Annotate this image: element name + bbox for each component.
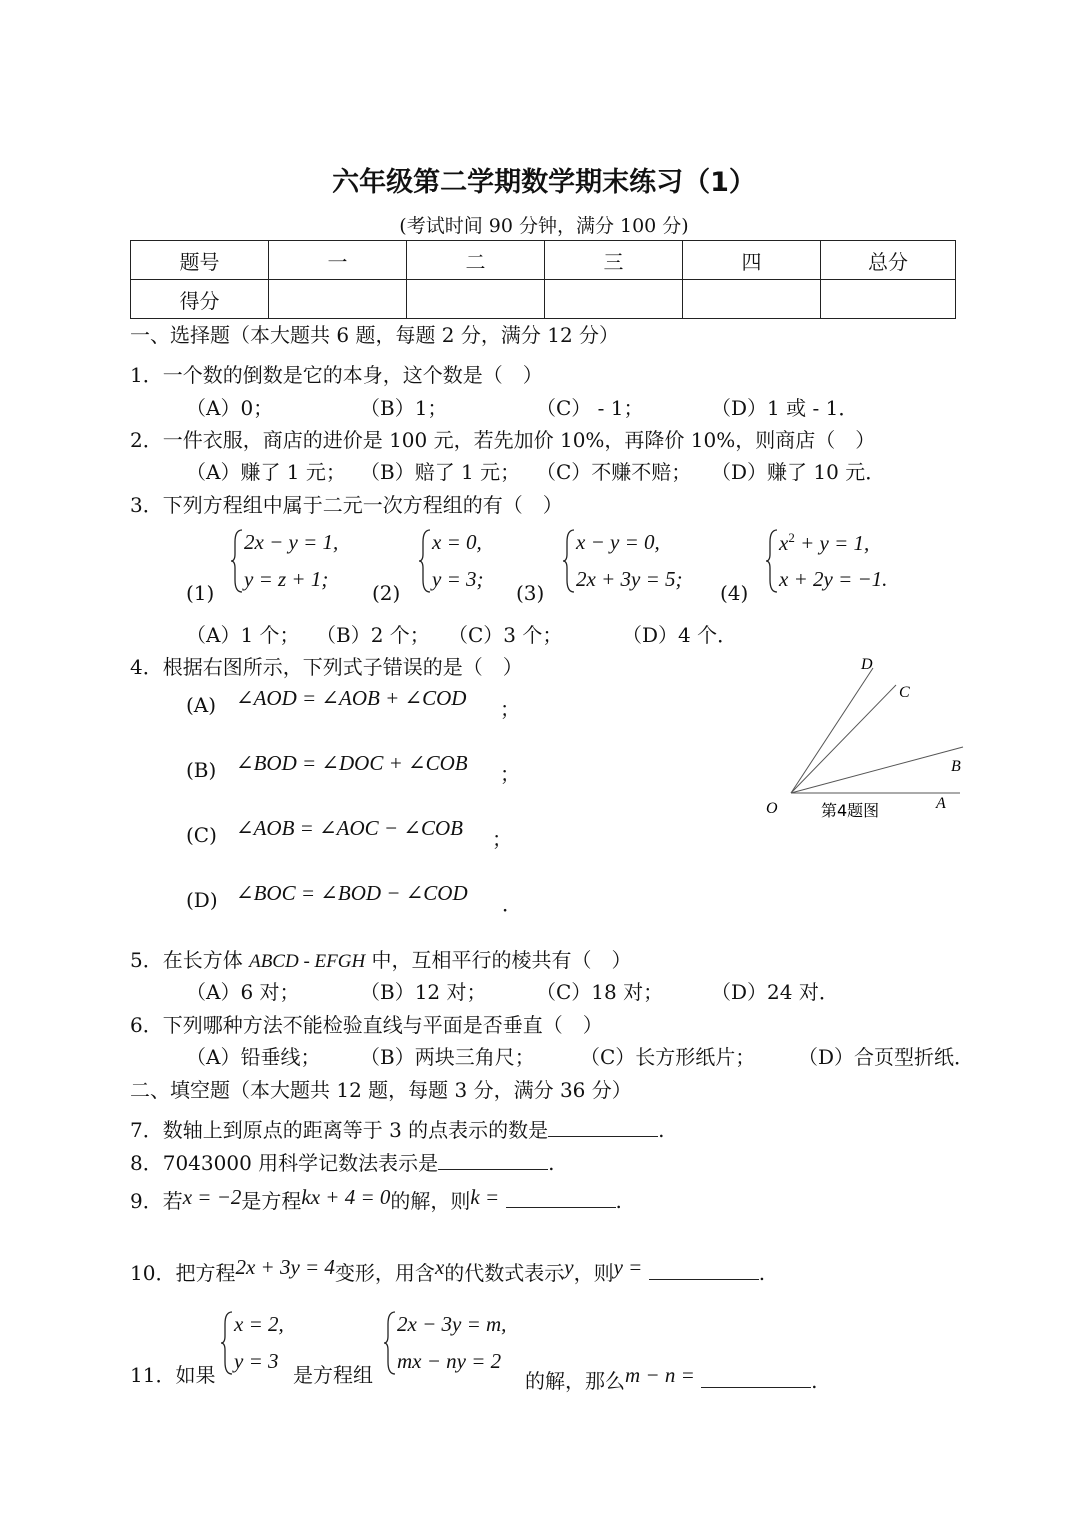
option-label: (D) <box>186 888 218 912</box>
system-label: (3) <box>516 581 545 605</box>
question-stem: 2．一件衣服，商店的进价是 100 元，若先加价 10%，再降价 10%，则商店（ ） <box>130 428 876 452</box>
equation: x − y = 0, <box>576 530 660 554</box>
option-a: （A）1 个； <box>186 623 300 647</box>
section-heading: 二、填空题（本大题共 12 题，每题 3 分，满分 36 分） <box>130 1078 632 1102</box>
system-label: (2) <box>372 581 401 605</box>
option-c: （C）长方形纸片； <box>580 1045 756 1069</box>
option-b: （B）2 个； <box>316 623 430 647</box>
header-cell: 二 <box>407 241 545 280</box>
equation: x = 2, <box>234 1312 284 1336</box>
equation: x + 2y = −1. <box>779 567 888 591</box>
score-table-score-row <box>131 280 956 319</box>
header-cell: 题号 <box>131 241 269 280</box>
score-table <box>130 240 956 319</box>
question-stem: 的解，那么m − n = . <box>525 1363 818 1393</box>
label-d: D <box>861 656 873 673</box>
option-d: （D）24 对． <box>711 980 839 1004</box>
punctuation: ． <box>502 892 522 916</box>
label-a: A <box>936 795 946 812</box>
brace-icon <box>562 528 576 594</box>
option-c: ∠AOB = ∠AOC − ∠COB <box>236 816 463 840</box>
angle-figure <box>760 650 970 820</box>
figure-caption: 第4题图 <box>821 801 880 820</box>
row-label: 得分 <box>131 280 269 319</box>
question-stem: 7．数轴上到原点的距离等于 3 的点表示的数是 . <box>130 1118 665 1142</box>
option-b: （B）1； <box>360 396 448 420</box>
system-label: (4) <box>720 581 749 605</box>
answer-blank[interactable] <box>701 1367 811 1388</box>
answer-blank[interactable] <box>506 1187 616 1208</box>
option-d: （D）4 个． <box>622 623 738 647</box>
question-stem: 11．如果 <box>130 1363 216 1387</box>
brace-icon <box>230 528 244 594</box>
option-a: （A）0； <box>186 396 274 420</box>
score-cell[interactable] <box>821 280 956 319</box>
question-stem: 1．一个数的倒数是它的本身，这个数是（ ） <box>130 363 543 387</box>
exam-subtitle: (考试时间 90 分钟，满分 100 分) <box>399 215 689 237</box>
label-b: B <box>951 758 961 775</box>
score-cell[interactable] <box>269 280 407 319</box>
option-c: （C）18 对； <box>536 980 664 1004</box>
question-stem: 5．在长方体 ABCD - EFGH 中，互相平行的棱共有（ ） <box>130 948 632 972</box>
punctuation: ； <box>492 827 512 851</box>
equation: 2x − y = 1, <box>244 530 339 554</box>
equation: 2x + 3y = 5; <box>576 567 683 591</box>
score-cell[interactable] <box>407 280 545 319</box>
label-o: O <box>766 800 778 817</box>
option-c: （C）不赚不赔； <box>536 460 692 484</box>
brace-icon <box>765 528 779 594</box>
equation: $x^2 + y = 1$, <box>779 530 870 555</box>
question-stem: 6．下列哪种方法不能检验直线与平面是否垂直（ ） <box>130 1013 603 1037</box>
option-label: (A) <box>186 693 217 717</box>
brace-icon <box>418 528 432 594</box>
option-d: （D）合页型折纸． <box>798 1045 975 1069</box>
option-c: （C） - 1； <box>536 396 644 420</box>
equation: x = 0, <box>432 530 482 554</box>
option-label: (C) <box>186 823 217 847</box>
equation: y = 3; <box>432 567 484 591</box>
header-cell: 总分 <box>821 241 956 280</box>
header-cell: 四 <box>683 241 821 280</box>
system-label: (1) <box>186 581 215 605</box>
equation: y = 3 <box>234 1349 279 1373</box>
punctuation: ； <box>500 762 520 786</box>
option-label: (B) <box>186 758 217 782</box>
section-heading: 一、选择题（本大题共 6 题，每题 2 分，满分 12 分） <box>130 323 620 347</box>
option-a: ∠AOD = ∠AOB + ∠COD <box>236 686 467 710</box>
option-a: （A）赚了 1 元； <box>186 460 346 484</box>
question-stem: 8．7043000 用科学记数法表示是 . <box>130 1151 555 1175</box>
question-stem: 4．根据右图所示，下列式子错误的是（ ） <box>130 655 523 679</box>
option-b: （B）赔了 1 元； <box>360 460 521 484</box>
score-cell[interactable] <box>683 280 821 319</box>
option-d: （D）1 或 - 1． <box>711 396 859 420</box>
header-cell: 一 <box>269 241 407 280</box>
option-d: （D）赚了 10 元． <box>711 460 886 484</box>
option-c: （C）3 个； <box>448 623 563 647</box>
brace-icon <box>220 1310 234 1376</box>
header-cell: 三 <box>545 241 683 280</box>
ray-oc <box>791 685 896 793</box>
option-b: （B）两块三角尺； <box>360 1045 535 1069</box>
option-d: ∠BOC = ∠BOD − ∠COD <box>236 881 468 905</box>
question-stem: 10．把方程2x + 3y = 4变形，用含x的代数式表示y，则y = . <box>130 1255 766 1285</box>
score-cell[interactable] <box>545 280 683 319</box>
answer-blank[interactable] <box>548 1116 658 1137</box>
answer-blank[interactable] <box>649 1259 759 1280</box>
option-b: （B）12 对； <box>360 980 487 1004</box>
answer-blank[interactable] <box>438 1149 548 1170</box>
question-stem: 9．若x = −2是方程kx + 4 = 0的解，则k = . <box>130 1185 622 1213</box>
label-c: C <box>899 684 910 701</box>
question-stem: 3．下列方程组中属于二元一次方程组的有（ ） <box>130 493 563 517</box>
punctuation: ； <box>500 697 520 721</box>
option-b: ∠BOD = ∠DOC + ∠COB <box>236 751 468 775</box>
equation: y = z + 1; <box>244 567 329 591</box>
page-title: 六年级第二学期数学期末练习（1） <box>332 167 756 198</box>
equation: mx − ny = 2 <box>397 1349 502 1373</box>
score-table-header-row <box>131 241 956 280</box>
brace-icon <box>383 1310 397 1376</box>
option-a: （A）6 对； <box>186 980 300 1004</box>
equation: 2x − 3y = m, <box>397 1312 507 1336</box>
option-a: （A）铅垂线； <box>186 1045 321 1069</box>
question-text: 是方程组 <box>293 1363 373 1387</box>
